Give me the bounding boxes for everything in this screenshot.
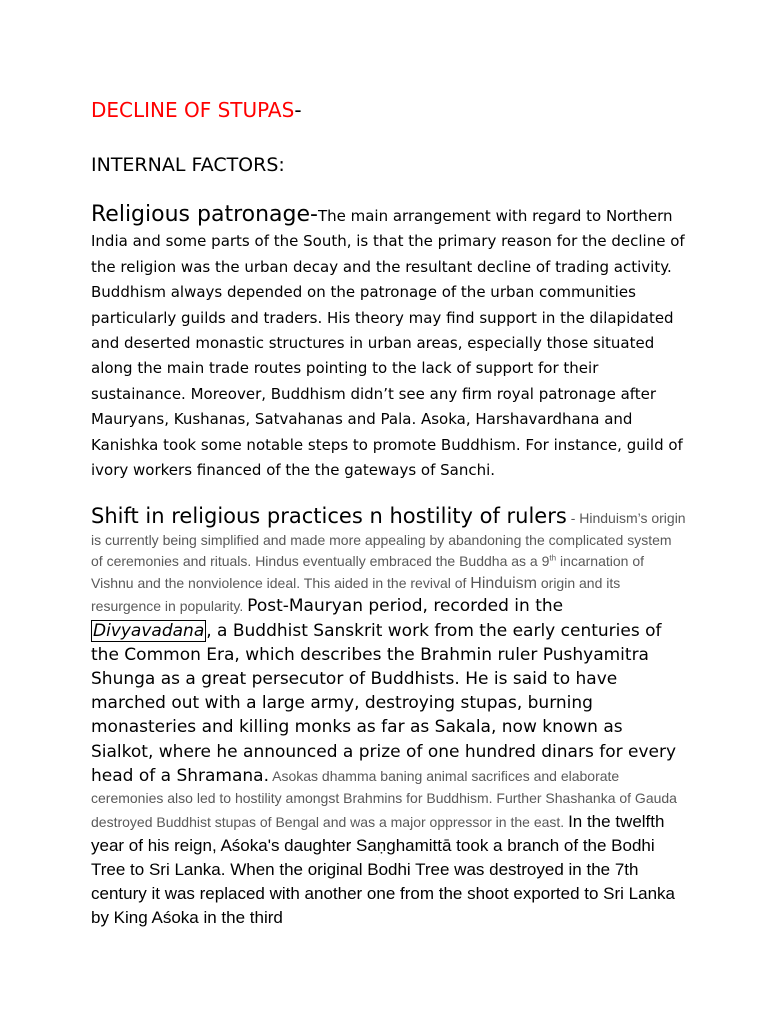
quote-text-a: Post-Mauryan period, recorded in the: [247, 596, 564, 617]
title-text: DECLINE OF STUPAS: [91, 98, 295, 122]
grey-text-d: Asokas dhamma baning animal sacrifices and elaborate ceremonies also led to hostility amongst Brahmins for Buddhism. Further Shashanka of Gauda destroyed Buddhist stupas of Bengal and was a major oppressor in the east.: [91, 767, 677, 830]
quote-text-b: , a Buddhist Sanskrit work from the early centuries of the Common Era, which describes the Brahmin ruler Pushyamitra Shunga as a great persecutor of Buddhists. He is said to have marched out with a large army, destroying stupas, burning monasteries and killing monks as far as Sakala, now known as Sialkot, where he announced a prize of one hundred dinars for every head of a Shramana.: [91, 620, 677, 786]
grey-text-b: incarnation of Vishnu and the nonviolence ideal. This aided in the revival of: [91, 553, 645, 591]
document-title: [91, 96, 687, 124]
document-body: [91, 96, 687, 931]
divyavadana-highlight: Divyavadana: [93, 620, 205, 641]
subheading: INTERNAL FACTORS:: [91, 154, 285, 176]
title-suffix: -: [294, 98, 302, 122]
superscript-th: th: [549, 553, 557, 563]
section-heading-shift-in-practices: Shift in religious practices n hostility of rulers: [91, 504, 567, 529]
grey-text-a-body: - Hinduism’s origin is currently being simplified and made more appealing by abandoning the complicated system of ceremonies and rituals. Hindus eventually embraced the Buddha as a 9: [91, 510, 686, 570]
bodhi-tree-text: In the twelfth year of his reign, Aśoka's daughter Saṇghamittā took a branch of the Bodhi Tree to Sri Lanka. When the original Bodhi Tree was destroyed in the 7th century it was replaced with another one from the shoot exported to Sri Lanka by King Aśoka in the third: [91, 811, 675, 928]
section-heading-religious-patronage: Religious patronage-: [91, 202, 318, 227]
quote-text: [91, 596, 676, 785]
paragraph-religious-patronage: [91, 202, 687, 483]
paragraph-body: The main arrangement with regard to Northern India and some parts of the South, is that the primary reason for the decline of the religion was the urban decay and the resultant decline of trading activity. Buddhism always depended on the patronage of the urban communities particularly guilds and traders. His theory may find support in the dilapidated and deserted monastic structures in urban areas, especially those situated along the main trade routes pointing to the lack of support for their sustainance. Moreover, Buddhism didn’t see any firm royal patronage after Mauryans, Kushanas, Satvahanas and Pala. Asoka, Harshavardhana and Kanishka took some notable steps to promote Buddhism. For instance, guild of ivory workers financed of the the gateways of Sanchi.: [91, 207, 685, 480]
grey-text-c: origin and its resurgence in popularity.: [91, 574, 621, 615]
paragraph-shift-in-practices: [91, 503, 687, 930]
grey-large-word: Hinduism: [470, 574, 537, 592]
